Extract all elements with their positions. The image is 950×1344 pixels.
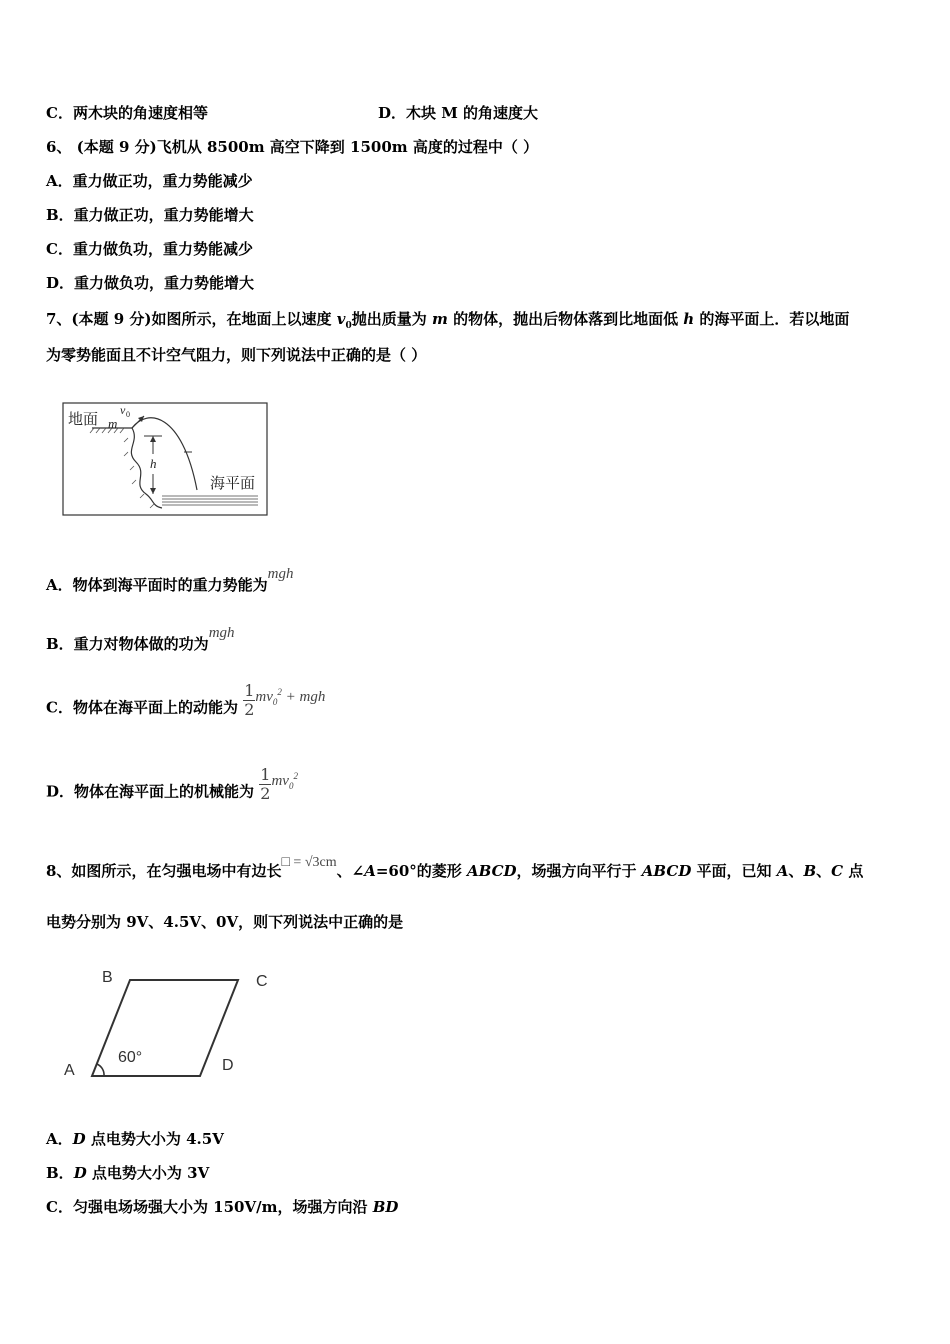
q6-option-b: B．重力做正功，重力势能增大 bbox=[46, 206, 254, 224]
q7-option-d: D．物体在海平面上的机械能为 $\frac{1}{2}$ $mv_0^2$ bbox=[46, 765, 298, 803]
q8-rhombus-diagram bbox=[60, 962, 280, 1084]
q6-option-a: A．重力做正功，重力势能减少 bbox=[46, 172, 253, 190]
q7-mass-label: m bbox=[108, 416, 118, 431]
q5-option-d: D．木块 M 的角速度大 bbox=[378, 104, 539, 122]
q7-option-c: C．物体在海平面上的动能为 $\frac{1}{2}$ $mv_0^2$ + mgh bbox=[46, 681, 326, 719]
q8-label-d: D bbox=[222, 1057, 234, 1074]
q7-cliff-diagram bbox=[62, 402, 268, 517]
q7-ground-label: 地面 bbox=[68, 410, 99, 428]
q8-option-c: C．匀强电场场强大小为 150V/m，场强方向沿 BD bbox=[46, 1198, 399, 1216]
q6-option-d: D．重力做负功，重力势能增大 bbox=[46, 274, 255, 292]
q7-sea-label: 海平面 bbox=[210, 474, 256, 492]
q7-stem-line1: 7、(本题 9 分)如图所示，在地面上以速度 $v_0$抛出质量为 m 的物体，抛出后物体落到比地面低 h 的海平面上．若以地面 bbox=[46, 310, 850, 331]
q8-label-c: C bbox=[256, 973, 268, 990]
q7-velocity-sub: 0 bbox=[126, 410, 130, 419]
q6-option-c: C．重力做负功，重力势能减少 bbox=[46, 240, 253, 258]
q8-stem-line2: 电势分别为 9V、4.5V、0V，则下列说法中正确的是 bbox=[46, 913, 404, 931]
q8-option-a: A．D 点电势大小为 4.5V bbox=[46, 1130, 224, 1148]
q7-height-label: h bbox=[150, 456, 157, 471]
q7-option-b: B．重力对物体做的功为mgh bbox=[46, 625, 235, 653]
q6-stem: 6、 (本题 9 分)飞机从 8500m 高空下降到 1500m 高度的过程中（ ） bbox=[46, 138, 539, 156]
q7-cliff-figure bbox=[62, 402, 268, 517]
q7-velocity-label: v bbox=[120, 403, 126, 417]
q7-option-a: A．物体到海平面时的重力势能为mgh bbox=[46, 566, 294, 594]
q8-angle-label: 60° bbox=[118, 1049, 143, 1066]
q8-label-a: A bbox=[64, 1062, 75, 1079]
q7-stem-line2: 为零势能面且不计空气阻力，则下列说法中正确的是（ ） bbox=[46, 346, 427, 364]
q5-option-c: C．两木块的角速度相等 bbox=[46, 104, 208, 122]
q8-stem-line1: 8、如图所示，在匀强电场中有边长□ = √3cm、∠A=60°的菱形 ABCD，场强方向平行于 ABCD 平面，已知 A、B、C 点 bbox=[46, 855, 864, 880]
q8-option-b: B．D 点电势大小为 3V bbox=[46, 1164, 210, 1182]
q8-label-b: B bbox=[102, 969, 113, 986]
q8-rhombus-figure bbox=[60, 962, 280, 1084]
